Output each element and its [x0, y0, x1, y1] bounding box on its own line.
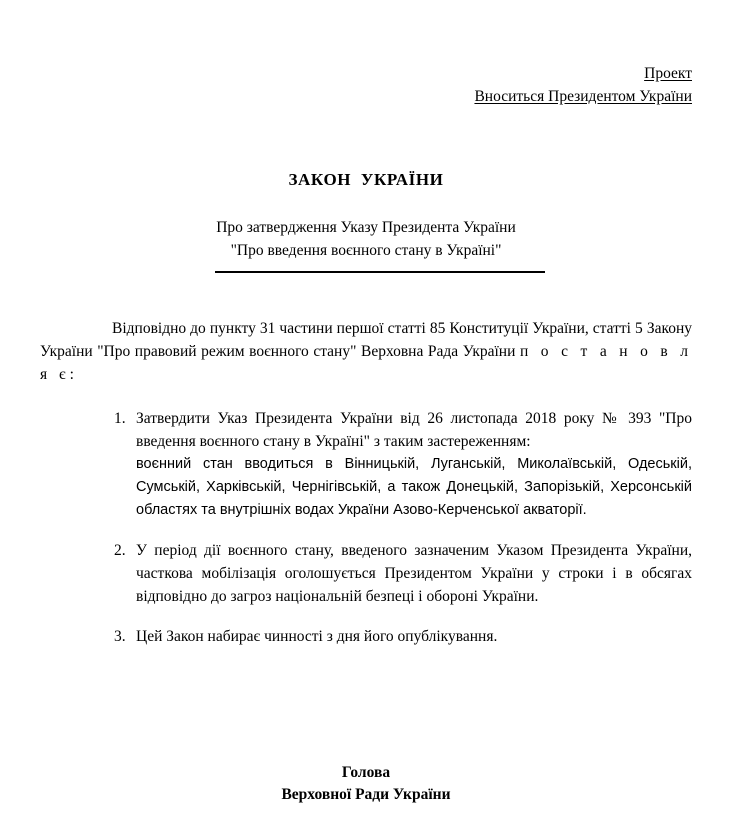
clause-number: 3. — [114, 628, 126, 645]
clause-item — [40, 625, 692, 648]
clause-text: Цей Закон набирає чинності з дня його опублікування. — [136, 628, 498, 645]
clause-subtext: воєнний стан вводиться в Вінницькій, Луганській, Миколаївській, Одеській, Сумській, Харківській, Чернігівській, а також Донецькій, Запорізькій, Херсонській областях та внутрішніх водах України Азово-Керченської акваторії. — [136, 456, 692, 518]
signature-body: Верховної Ради України — [281, 786, 451, 803]
header-line-project: Проект — [644, 65, 692, 82]
clause-text: Затвердити Указ Президента України від 26 листопада 2018 року № 393 "Про введення воєнного стану в Україні" з таким застереженням: — [136, 410, 692, 450]
preamble-emphasis: п о с т а н о в л я є: — [40, 343, 692, 383]
clause-item — [40, 539, 692, 608]
subtitle-line-1: Про затвердження Указу Президента України — [216, 219, 516, 236]
subtitle-line-2: "Про введення воєнного стану в Україні" — [230, 242, 502, 259]
header-line-submitted-by: Вноситься Президентом України — [474, 88, 692, 105]
signature-block — [40, 762, 692, 806]
signature-title: Голова — [341, 764, 391, 781]
preamble-paragraph — [40, 317, 692, 386]
clause-item — [40, 407, 692, 522]
document-header — [40, 62, 692, 108]
clause-text: У період дії воєнного стану, введеного зазначеним Указом Президента України, часткова мобілізація оголошується Президентом України у строки і в обсягах відповідно до загроз національній безпеці і обороні України. — [136, 542, 692, 605]
page-title: ЗАКОН УКРАЇНИ — [288, 170, 444, 189]
clause-number: 2. — [114, 542, 126, 559]
document-subtitle — [40, 216, 692, 262]
clause-list — [40, 407, 692, 648]
clause-number: 1. — [114, 410, 126, 427]
title-divider — [215, 271, 545, 273]
preamble-text: Відповідно до пункту 31 частини першої статті 85 Конституції України, статті 5 Закону України "Про правовий режим воєнного стану" Верховна Рада України — [40, 320, 692, 360]
